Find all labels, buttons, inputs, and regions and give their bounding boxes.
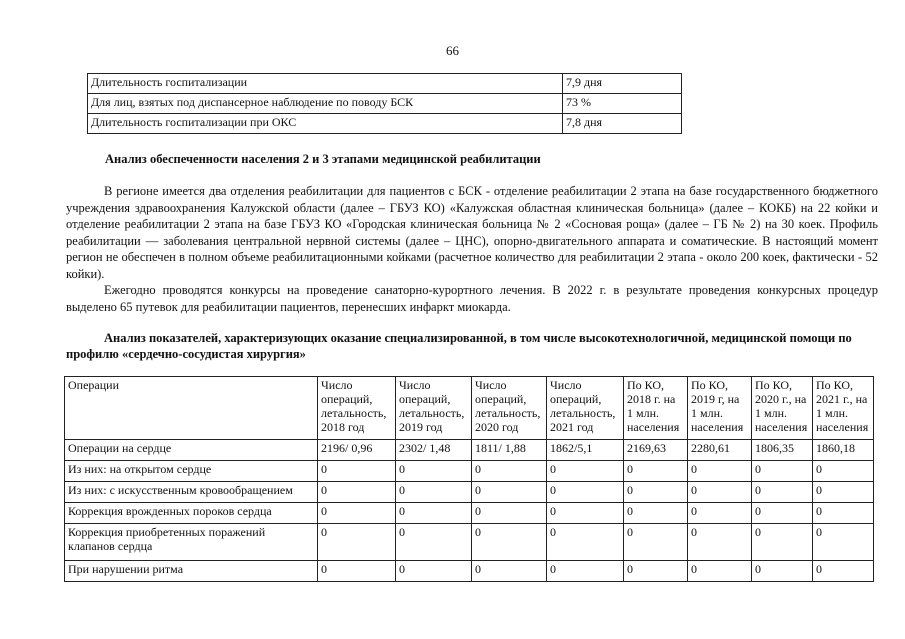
table-cell: 0 (547, 524, 624, 561)
table-cell: 1811/ 1,88 (472, 440, 547, 461)
table-cell: 0 (688, 461, 752, 482)
table-cell: 0 (396, 461, 472, 482)
table-cell: 0 (318, 482, 396, 503)
table-row (65, 503, 874, 524)
table-cell: 2196/ 0,96 (318, 440, 396, 461)
table-cell: 0 (813, 482, 874, 503)
table-row (65, 482, 874, 503)
table-cell: Из них: на открытом сердце (65, 461, 318, 482)
table-cell: 0 (396, 482, 472, 503)
table-cell: Операции на сердце (65, 440, 318, 461)
table-row (65, 461, 874, 482)
table-cell: Для лиц, взятых под диспансерное наблюдение по поводу БСК (88, 94, 563, 114)
table-cell: 0 (472, 482, 547, 503)
table-header-cell: По КО, 2020 г., на 1 млн. населения (752, 377, 813, 440)
page-number: 66 (446, 43, 459, 58)
summary-table (87, 73, 682, 134)
table-cell: 0 (624, 561, 688, 582)
table-cell: 0 (396, 561, 472, 582)
table-row (65, 524, 874, 561)
table-cell: 0 (472, 461, 547, 482)
table-cell: Длительность госпитализации (88, 74, 563, 94)
table-cell: 0 (752, 482, 813, 503)
table-header-cell: По КО, 2018 г. на 1 млн. населения (624, 377, 688, 440)
table-cell: 2169,63 (624, 440, 688, 461)
paragraph: В регионе имеется два отделения реабилитации для пациентов с БСК - отделение реабилитации 2 этапа на базе государственного бюджетного учреждения здравоохранения Калужской области (далее – ГБУЗ КО) «Калужская областная клиническая больница» (далее – КОКБ) на 22 койки и отделение реабилитации 2 этапа на базе ГБУЗ КО «Городская клиническая больница № 2 «Сосновая роща» (далее – ГБ № 2) на 30 коек. Профиль реабилитации — заболевания центральной нервной системы (далее – ЦНС), опорно-двигательного аппарата и соматические. В настоящий момент регион не обеспечен в полном объеме реабилитационными койками (расчетное количество для реабилитации 2 этапа - около 200 коек, фактически - 52 койки). (66, 184, 878, 281)
table-cell: 0 (318, 561, 396, 582)
table-cell: 0 (688, 524, 752, 561)
table-header-cell: Число операций, летальность, 2020 год (472, 377, 547, 440)
surgery-table (64, 376, 874, 582)
section-heading: Анализ обеспеченности населения 2 и 3 этапами медицинской реабилитации (105, 152, 541, 166)
table-cell: Длительность госпитализации при ОКС (88, 114, 563, 134)
table-cell: 0 (752, 461, 813, 482)
table-header-cell: Число операций, летальность, 2021 год (547, 377, 624, 440)
table-cell: Из них: с искусственным кровообращением (65, 482, 318, 503)
table-header-cell: Операции (65, 377, 318, 440)
table-cell: 0 (752, 503, 813, 524)
table-cell: 1862/5,1 (547, 440, 624, 461)
table-cell: 1860,18 (813, 440, 874, 461)
table-cell: 0 (547, 482, 624, 503)
table-row (65, 561, 874, 582)
table-cell: 0 (624, 524, 688, 561)
table-row (65, 440, 874, 461)
table-row (88, 74, 682, 94)
table-cell: 0 (472, 524, 547, 561)
table-cell: 0 (624, 461, 688, 482)
table-cell: 0 (688, 482, 752, 503)
table-cell: 0 (813, 503, 874, 524)
table-header-cell: По КО, 2019 г, на 1 млн. населения (688, 377, 752, 440)
table-cell: 0 (688, 561, 752, 582)
table-cell: 0 (396, 524, 472, 561)
table-cell: 0 (472, 503, 547, 524)
table-cell: 0 (813, 561, 874, 582)
table-row (88, 94, 682, 114)
table-cell: 0 (813, 461, 874, 482)
table-cell: 73 % (563, 94, 682, 114)
table-cell: 0 (472, 561, 547, 582)
table-cell: 1806,35 (752, 440, 813, 461)
table-cell: 2280,61 (688, 440, 752, 461)
table-cell: 0 (547, 461, 624, 482)
table-cell: 0 (318, 524, 396, 561)
table-header-cell: По КО, 2021 г., на 1 млн. населения (813, 377, 874, 440)
table-cell: 0 (813, 524, 874, 561)
table-cell: Коррекция врожденных пороков сердца (65, 503, 318, 524)
table-header-row (65, 377, 874, 440)
table-cell: 0 (396, 503, 472, 524)
table-cell: 0 (547, 561, 624, 582)
table-cell: 0 (624, 482, 688, 503)
table-cell: Коррекция приобретенных поражений клапанов сердца (65, 524, 318, 561)
table-cell: 7,9 дня (563, 74, 682, 94)
section-heading: Анализ показателей, характеризующих оказание специализированной, в том числе высокотехнологичной, медицинской помощи по профилю «сердечно-сосудистая хирургия» (66, 331, 852, 361)
table-cell: 0 (624, 503, 688, 524)
table-row (88, 114, 682, 134)
table-cell: При нарушении ритма (65, 561, 318, 582)
table-cell: 0 (752, 561, 813, 582)
table-cell: 0 (688, 503, 752, 524)
table-header-cell: Число операций, летальность, 2018 год (318, 377, 396, 440)
table-cell: 0 (547, 503, 624, 524)
table-header-cell: Число операций, летальность, 2019 год (396, 377, 472, 440)
table-cell: 7,8 дня (563, 114, 682, 134)
table-cell: 0 (752, 524, 813, 561)
paragraph: Ежегодно проводятся конкурсы на проведение санаторно-курортного лечения. В 2022 г. в результате проведения конкурсных процедур выделено 65 путевок для реабилитации пациентов, перенесших инфаркт миокарда. (66, 283, 878, 314)
table-cell: 0 (318, 461, 396, 482)
table-cell: 2302/ 1,48 (396, 440, 472, 461)
table-cell: 0 (318, 503, 396, 524)
